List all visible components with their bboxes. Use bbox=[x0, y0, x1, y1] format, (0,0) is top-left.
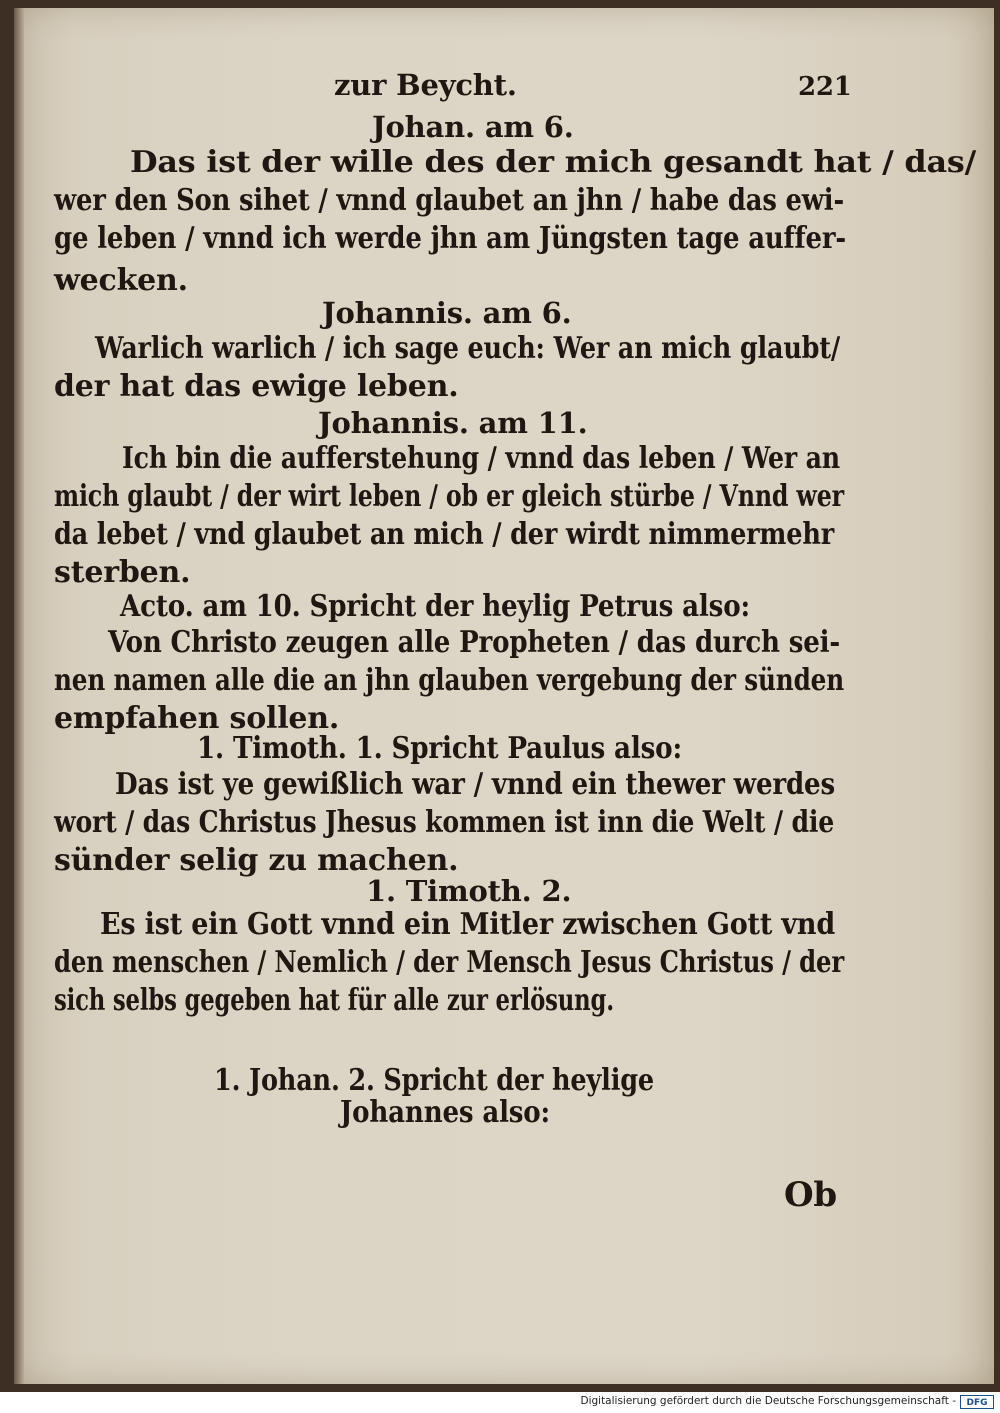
text-line: Es ist ein Gott vnnd ein Mitler zwischen Gott vnd bbox=[100, 907, 836, 942]
text-line: Das ist ye gewißlich war / vnnd ein thewer werdes bbox=[115, 767, 835, 802]
text-line: wecken. bbox=[54, 263, 188, 298]
footer-bar bbox=[0, 1392, 1000, 1413]
section-heading: Johan. am 6. bbox=[372, 110, 574, 144]
page-number: 221 bbox=[798, 72, 852, 102]
section-heading: 1. Timoth. 2. bbox=[366, 874, 572, 908]
text-line: sünder selig zu machen. bbox=[54, 843, 459, 878]
section-heading: Acto. am 10. Spricht der heylig Petrus also: bbox=[120, 589, 750, 624]
text-line: wer den Son sihet / vnnd glaubet an jhn / habe das ewi- bbox=[54, 183, 844, 218]
digitization-note: Digitalisierung gefördert durch die Deutsche Forschungsgemeinschaft - bbox=[580, 1395, 956, 1407]
catchword: Ob bbox=[784, 1175, 837, 1215]
text-line: empfahen sollen. bbox=[54, 701, 340, 736]
section-heading: 1. Timoth. 1. Spricht Paulus also: bbox=[197, 731, 682, 766]
text-line: Von Christo zeugen alle Propheten / das durch sei- bbox=[108, 625, 840, 660]
text-line: sich selbs gegeben hat für alle zur erlösung. bbox=[54, 983, 614, 1018]
section-heading: Johannis. am 6. bbox=[322, 296, 572, 330]
text-line: den menschen / Nemlich / der Mensch Jesus Christus / der bbox=[54, 945, 845, 980]
running-head: zur Beycht. bbox=[334, 68, 517, 102]
text-line: mich glaubt / der wirt leben / ob er gleich stürbe / Vnnd wer bbox=[54, 479, 844, 514]
text-line: wort / das Christus Jhesus kommen ist inn die Welt / die bbox=[54, 805, 835, 840]
text-line: Warlich warlich / ich sage euch: Wer an mich glaubt/ bbox=[95, 331, 841, 366]
text-line: Ich bin die aufferstehung / vnnd das leben / Wer an bbox=[122, 441, 840, 476]
text-line: ge leben / vnnd ich werde jhn am Jüngsten tage auffer- bbox=[54, 221, 846, 256]
section-heading: Johannes also: bbox=[340, 1095, 550, 1130]
dfg-logo: DFG bbox=[960, 1395, 994, 1409]
section-heading: Johannis. am 11. bbox=[318, 406, 588, 440]
text-line: nen namen alle die an jhn glauben vergebung der sünden bbox=[54, 663, 845, 698]
section-heading: 1. Johan. 2. Spricht der heylige bbox=[214, 1063, 654, 1098]
page-gutter bbox=[14, 8, 24, 1384]
text-line: Das ist der wille des der mich gesandt hat / das/ bbox=[130, 145, 977, 180]
text-line: der hat das ewige leben. bbox=[54, 369, 459, 404]
text-line: da lebet / vnd glaubet an mich / der wirdt nimmermehr bbox=[54, 517, 835, 552]
text-line: sterben. bbox=[54, 555, 191, 590]
